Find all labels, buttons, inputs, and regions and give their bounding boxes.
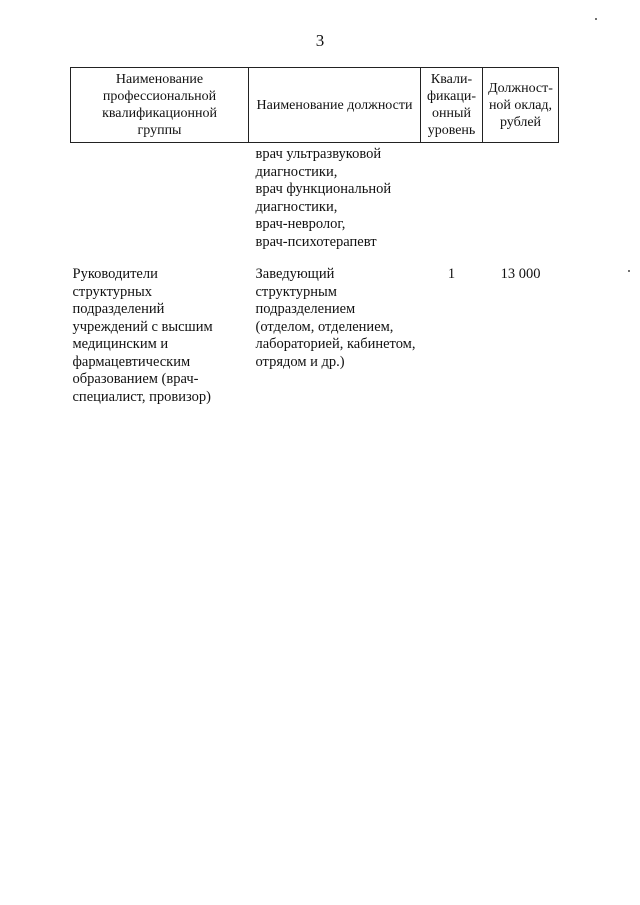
page-number: 3 xyxy=(315,31,325,50)
cell-group-empty xyxy=(71,143,249,267)
cell-salary-empty xyxy=(483,143,559,267)
cell-salary: 13 000 xyxy=(500,266,541,282)
table-row xyxy=(71,266,559,406)
table-row-continuation xyxy=(71,143,559,267)
cell-group: Руководители структурных подразделений учреждений с высшим медицинским и фармацевтическим образованием (врач- специалист, провизор) xyxy=(72,266,213,405)
scan-speck xyxy=(595,18,597,20)
header-salary: Должност- ной оклад, рублей xyxy=(483,68,559,143)
header-position-name: Наименование должности xyxy=(249,68,421,143)
cell-position: Заведующий структурным подразделением (отделом, отделением, лабораторией, кабинетом, отрядом и др.) xyxy=(255,266,416,370)
cell-level: 1 xyxy=(447,266,456,282)
salary-table xyxy=(70,67,559,406)
cell-position-continuation: врач ультразвуковой диагностики, врач функциональной диагностики, врач-невролог, врач-психотерапевт xyxy=(255,146,392,250)
table-header-row xyxy=(71,68,559,143)
cell-level-empty xyxy=(421,143,483,267)
scan-speck xyxy=(628,270,630,272)
header-qualification-level: Квали- фикаци- онный уровень xyxy=(421,68,483,143)
header-group-name: Наименование профессиональной квалификационной группы xyxy=(71,68,249,143)
